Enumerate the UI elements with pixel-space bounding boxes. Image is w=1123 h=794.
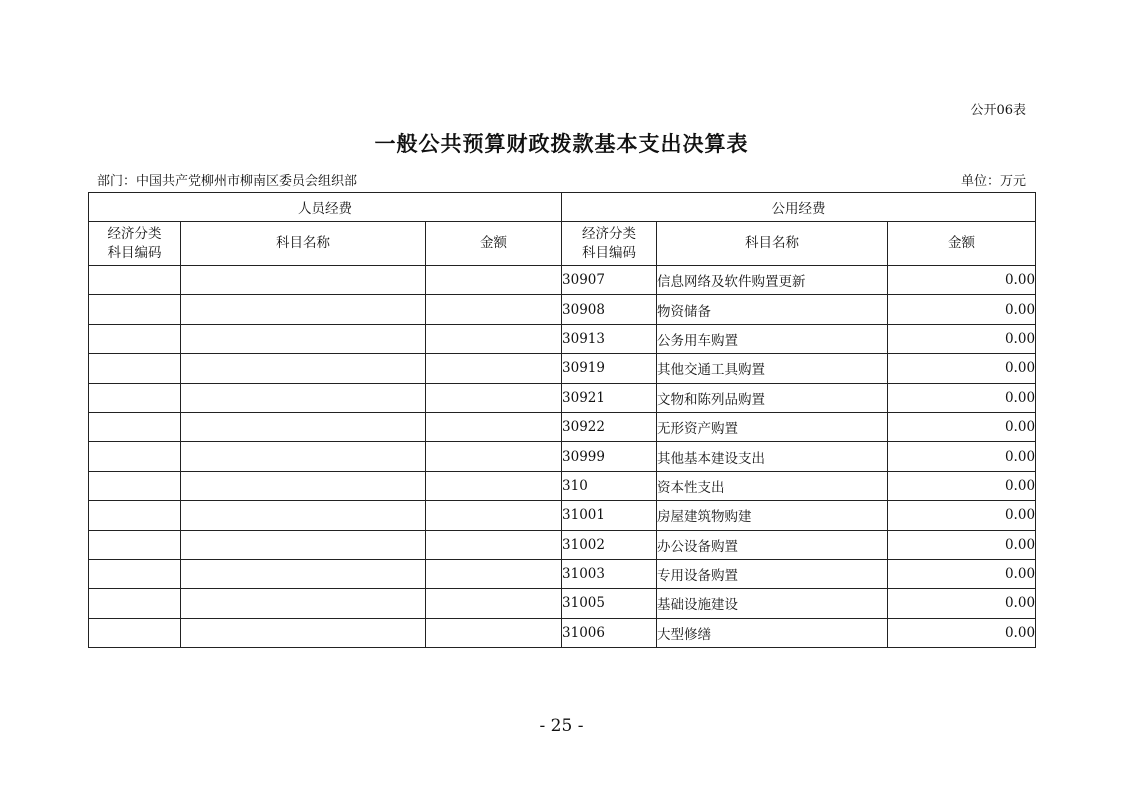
page-number: - 25 - [539, 716, 584, 736]
public-amount-cell: 0.00 [888, 266, 1036, 295]
public-code-cell: 30908 [562, 295, 657, 324]
public-code-header [562, 222, 657, 266]
code-header-line2: 科目编码 [107, 244, 162, 261]
personnel-name-cell [181, 412, 426, 441]
column-header-row [89, 222, 1036, 266]
personnel-amount-cell [426, 501, 562, 530]
personnel-amount-cell [426, 530, 562, 559]
public-amount-cell: 0.00 [888, 295, 1036, 324]
public-name-cell: 信息网络及软件购置更新 [657, 266, 888, 295]
public-code-cell: 31006 [562, 618, 657, 647]
public-name-cell: 其他交通工具购置 [657, 354, 888, 383]
department-label: 部门：中国共产党柳州市柳南区委员会组织部 [97, 174, 358, 189]
personnel-amount-cell [426, 589, 562, 618]
public-name-cell: 办公设备购置 [657, 530, 888, 559]
personnel-name-cell [181, 618, 426, 647]
public-name-cell: 其他基本建设支出 [657, 442, 888, 471]
personnel-name-cell [181, 501, 426, 530]
personnel-amount-cell [426, 412, 562, 441]
page-title: 一般公共预算财政拨款基本支出决算表 [374, 131, 749, 156]
personnel-code-cell [89, 266, 181, 295]
personnel-name-cell [181, 559, 426, 588]
public-name-cell: 基础设施建设 [657, 589, 888, 618]
personnel-amount-cell [426, 266, 562, 295]
table-row [89, 471, 1036, 500]
code-header-line1: 经济分类 [107, 225, 162, 242]
personnel-code-cell [89, 530, 181, 559]
public-amount-cell: 0.00 [888, 530, 1036, 559]
personnel-code-cell [89, 383, 181, 412]
personnel-code-cell [89, 471, 181, 500]
table-row [89, 295, 1036, 324]
public-code-cell: 310 [562, 471, 657, 500]
public-amount-cell: 0.00 [888, 383, 1036, 412]
table-row [89, 559, 1036, 588]
table-row [89, 412, 1036, 441]
personnel-code-cell [89, 589, 181, 618]
personnel-amount-cell [426, 354, 562, 383]
personnel-code-cell [89, 442, 181, 471]
personnel-name-cell [181, 442, 426, 471]
personnel-amount-cell [426, 471, 562, 500]
personnel-amount-cell [426, 618, 562, 647]
group-personnel: 人员经费 [89, 193, 562, 222]
public-amount-cell: 0.00 [888, 442, 1036, 471]
table-row [89, 618, 1036, 647]
public-code-cell: 31002 [562, 530, 657, 559]
personnel-name-cell [181, 324, 426, 353]
table-row [89, 266, 1036, 295]
public-name-cell: 专用设备购置 [657, 559, 888, 588]
personnel-code-cell [89, 559, 181, 588]
personnel-name-header: 科目名称 [181, 222, 426, 266]
public-code-cell: 30913 [562, 324, 657, 353]
public-amount-header: 金额 [888, 222, 1036, 266]
public-code-cell: 31003 [562, 559, 657, 588]
personnel-amount-cell [426, 324, 562, 353]
personnel-code-cell [89, 618, 181, 647]
expenditure-table [88, 192, 1036, 648]
personnel-code-cell [89, 354, 181, 383]
personnel-name-cell [181, 295, 426, 324]
group-public: 公用经费 [562, 193, 1036, 222]
form-tag: 公开06表 [970, 103, 1026, 118]
personnel-code-cell [89, 324, 181, 353]
group-header-row [89, 193, 1036, 222]
table-row [89, 589, 1036, 618]
public-name-cell: 房屋建筑物购建 [657, 501, 888, 530]
public-amount-cell: 0.00 [888, 618, 1036, 647]
public-name-header: 科目名称 [657, 222, 888, 266]
public-name-cell: 大型修缮 [657, 618, 888, 647]
code-header-line2: 科目编码 [582, 244, 637, 261]
code-header-line1: 经济分类 [582, 225, 637, 242]
personnel-amount-cell [426, 383, 562, 412]
table-row [89, 501, 1036, 530]
public-name-cell: 公务用车购置 [657, 324, 888, 353]
personnel-code-cell [89, 501, 181, 530]
public-amount-cell: 0.00 [888, 501, 1036, 530]
personnel-name-cell [181, 383, 426, 412]
personnel-code-header [89, 222, 181, 266]
public-name-cell: 物资储备 [657, 295, 888, 324]
public-code-cell: 30999 [562, 442, 657, 471]
public-name-cell: 无形资产购置 [657, 412, 888, 441]
table-row [89, 383, 1036, 412]
table-row [89, 354, 1036, 383]
personnel-name-cell [181, 471, 426, 500]
public-code-cell: 31001 [562, 501, 657, 530]
personnel-name-cell [181, 589, 426, 618]
personnel-name-cell [181, 530, 426, 559]
table-row [89, 530, 1036, 559]
personnel-name-cell [181, 266, 426, 295]
personnel-amount-cell [426, 559, 562, 588]
personnel-code-cell [89, 295, 181, 324]
public-code-cell: 30907 [562, 266, 657, 295]
public-code-cell: 31005 [562, 589, 657, 618]
public-code-cell: 30921 [562, 383, 657, 412]
table-row [89, 324, 1036, 353]
public-code-cell: 30922 [562, 412, 657, 441]
public-name-cell: 资本性支出 [657, 471, 888, 500]
unit-label: 单位：万元 [960, 174, 1026, 189]
public-code-cell: 30919 [562, 354, 657, 383]
personnel-amount-cell [426, 442, 562, 471]
table-row [89, 442, 1036, 471]
public-amount-cell: 0.00 [888, 324, 1036, 353]
personnel-code-cell [89, 412, 181, 441]
personnel-name-cell [181, 354, 426, 383]
public-name-cell: 文物和陈列品购置 [657, 383, 888, 412]
public-amount-cell: 0.00 [888, 412, 1036, 441]
public-amount-cell: 0.00 [888, 559, 1036, 588]
public-amount-cell: 0.00 [888, 354, 1036, 383]
public-amount-cell: 0.00 [888, 471, 1036, 500]
personnel-amount-header: 金额 [426, 222, 562, 266]
public-amount-cell: 0.00 [888, 589, 1036, 618]
table-body [89, 266, 1036, 648]
personnel-amount-cell [426, 295, 562, 324]
